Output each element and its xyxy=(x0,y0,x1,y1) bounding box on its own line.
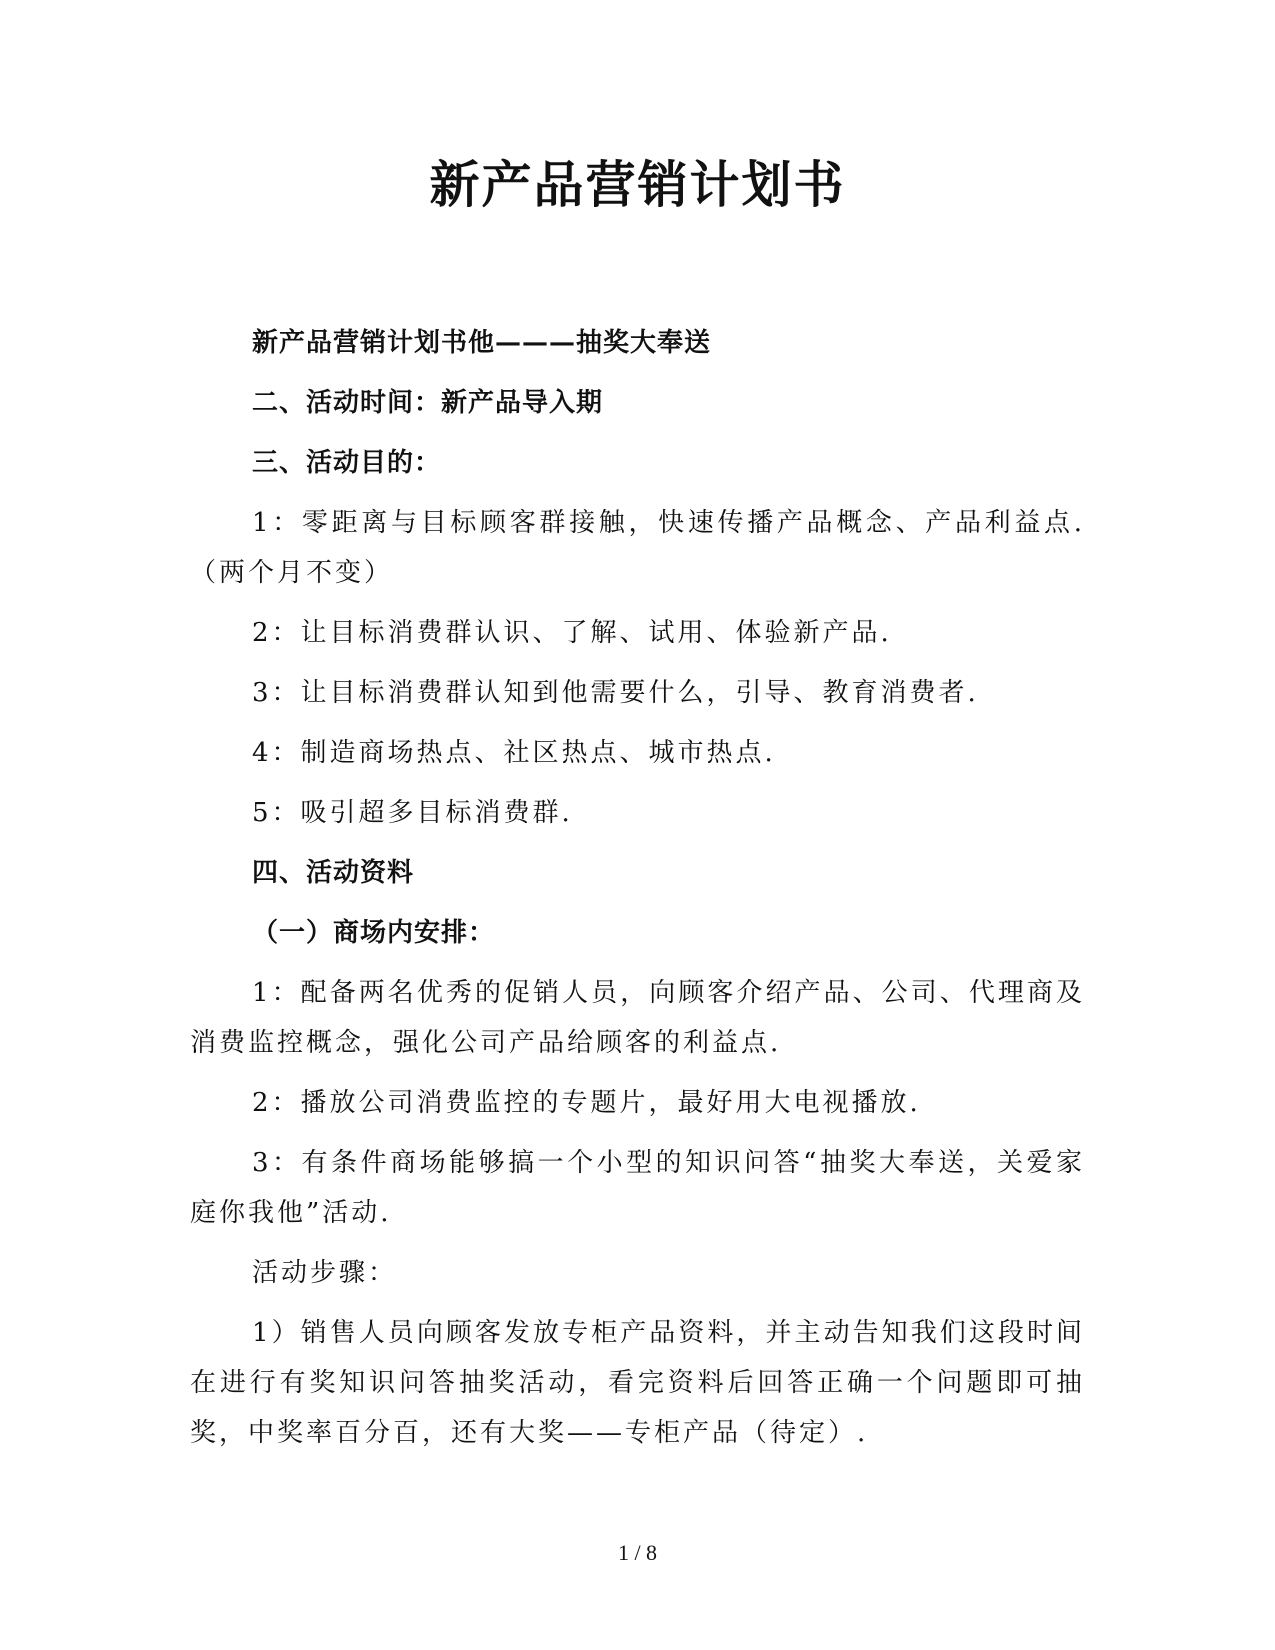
page-number: 1 / 8 xyxy=(617,1540,658,1565)
paragraph-14: 活动步骤： xyxy=(252,1258,398,1288)
paragraph-9: 四、活动资料 xyxy=(252,858,415,888)
paragraph-2: 二、活动时间：新产品导入期 xyxy=(252,388,604,418)
paragraph-3: 三、活动目的： xyxy=(252,448,442,478)
paragraph-11: 1：配备两名优秀的促销人员，向顾客介绍产品、公司、代理商及消费监控概念，强化公司产品给顾客的利益点. xyxy=(190,978,1085,1058)
paragraph-6: 3：让目标消费群认知到他需要什么，引导、教育消费者. xyxy=(252,678,979,708)
paragraph-15: 1）销售人员向顾客发放专柜产品资料，并主动告知我们这段时间在进行有奖知识问答抽奖活动，看完资料后回答正确一个问题即可抽奖，中奖率百分百，还有大奖——专柜产品（待定）. xyxy=(190,1318,1085,1448)
paragraph-12: 2：播放公司消费监控的专题片，最好用大电视播放. xyxy=(252,1088,921,1118)
paragraph-7: 4：制造商场热点、社区热点、城市热点. xyxy=(252,738,776,768)
paragraph-13: 3：有条件商场能够搞一个小型的知识问答“抽奖大奉送，关爱家庭你我他”活动. xyxy=(190,1148,1085,1228)
paragraph-1: 新产品营销计划书他———抽奖大奉送 xyxy=(252,328,712,358)
document-body xyxy=(190,318,1085,1458)
paragraph-8: 5：吸引超多目标消费群. xyxy=(252,798,573,828)
paragraph-5: 2：让目标消费群认识、了解、试用、体验新产品. xyxy=(252,618,892,648)
paragraph-4: 1：零距离与目标顾客群接触，快速传播产品概念、产品利益点.（两个月不变） xyxy=(190,508,1085,588)
document-title: 新产品营销计划书 xyxy=(429,155,846,214)
paragraph-10: （一）商场内安排： xyxy=(252,918,496,948)
